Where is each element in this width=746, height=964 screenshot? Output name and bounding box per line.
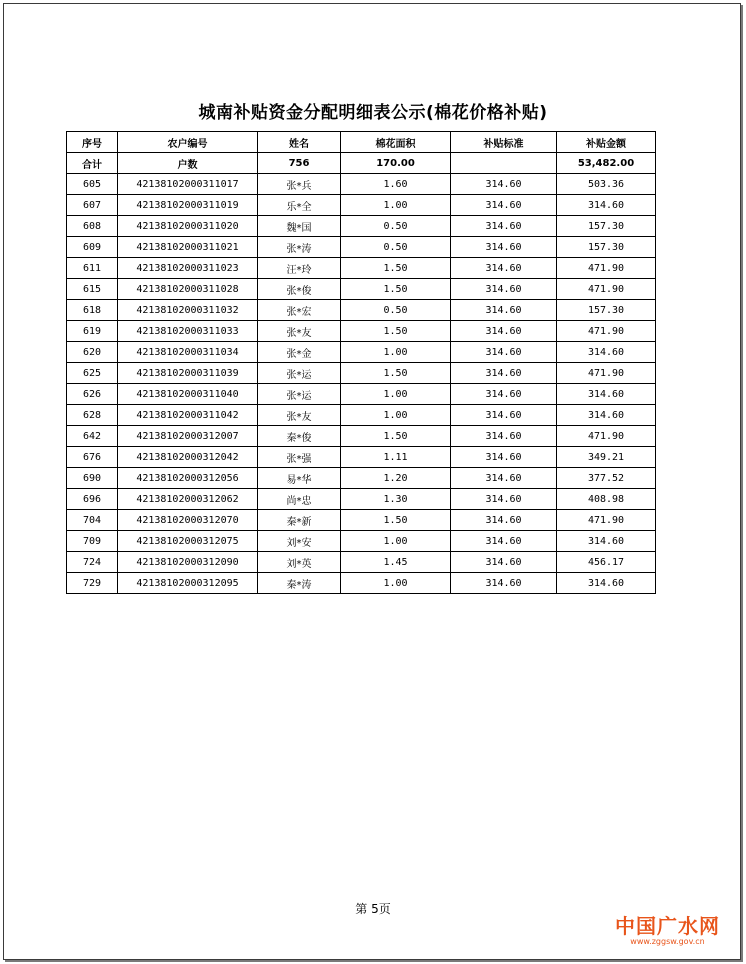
table-row [67, 531, 656, 552]
cell-rate: 314.60 [451, 573, 557, 594]
total-label: 合计 [67, 153, 118, 174]
cell-name: 张*运 [258, 363, 341, 384]
cell-serial: 625 [67, 363, 118, 384]
cell-serial: 605 [67, 174, 118, 195]
cell-serial: 609 [67, 237, 118, 258]
cell-amount: 408.98 [557, 489, 656, 510]
table-row [67, 552, 656, 573]
watermark-url: www.zggsw.gov.cn [630, 937, 705, 946]
cell-area: 1.50 [341, 426, 451, 447]
cell-rate: 314.60 [451, 321, 557, 342]
cell-serial: 607 [67, 195, 118, 216]
table-row [67, 321, 656, 342]
cell-name: 张*金 [258, 342, 341, 363]
cell-serial: 619 [67, 321, 118, 342]
cell-name: 秦*新 [258, 510, 341, 531]
cell-amount: 349.21 [557, 447, 656, 468]
cell-area: 0.50 [341, 237, 451, 258]
cell-name: 魏*国 [258, 216, 341, 237]
cell-area: 1.20 [341, 468, 451, 489]
cell-serial: 724 [67, 552, 118, 573]
cell-name: 张*友 [258, 321, 341, 342]
cell-name: 张*友 [258, 405, 341, 426]
cell-farmer-id: 42138102000311039 [118, 363, 258, 384]
cell-serial: 608 [67, 216, 118, 237]
total-row [67, 153, 656, 174]
cell-name: 秦*涛 [258, 573, 341, 594]
cell-area: 1.30 [341, 489, 451, 510]
table-row [67, 195, 656, 216]
cell-farmer-id: 42138102000311023 [118, 258, 258, 279]
table-row [67, 468, 656, 489]
cell-rate: 314.60 [451, 405, 557, 426]
cell-name: 张*俊 [258, 279, 341, 300]
cell-amount: 314.60 [557, 405, 656, 426]
header-subsidy-amount: 补贴金额 [557, 132, 656, 153]
cell-name: 张*强 [258, 447, 341, 468]
total-area: 170.00 [341, 153, 451, 174]
cell-area: 1.50 [341, 279, 451, 300]
cell-name: 汪*玲 [258, 258, 341, 279]
site-watermark [615, 910, 720, 946]
cell-rate: 314.60 [451, 468, 557, 489]
cell-name: 张*运 [258, 384, 341, 405]
cell-farmer-id: 42138102000311033 [118, 321, 258, 342]
cell-amount: 471.90 [557, 321, 656, 342]
cell-farmer-id: 42138102000311021 [118, 237, 258, 258]
cell-rate: 314.60 [451, 426, 557, 447]
total-households: 756 [258, 153, 341, 174]
cell-farmer-id: 42138102000311034 [118, 342, 258, 363]
cell-farmer-id: 42138102000311032 [118, 300, 258, 321]
cell-serial: 611 [67, 258, 118, 279]
table-row [67, 342, 656, 363]
cell-rate: 314.60 [451, 174, 557, 195]
table-row [67, 300, 656, 321]
cell-farmer-id: 42138102000311017 [118, 174, 258, 195]
cell-rate: 314.60 [451, 342, 557, 363]
cell-serial: 628 [67, 405, 118, 426]
cell-rate: 314.60 [451, 447, 557, 468]
cell-amount: 471.90 [557, 426, 656, 447]
cell-rate: 314.60 [451, 258, 557, 279]
cell-area: 1.00 [341, 573, 451, 594]
cell-rate: 314.60 [451, 300, 557, 321]
cell-name: 张*宏 [258, 300, 341, 321]
table-row [67, 174, 656, 195]
header-row [67, 132, 656, 153]
cell-name: 刘*英 [258, 552, 341, 573]
cell-rate: 314.60 [451, 489, 557, 510]
cell-area: 1.00 [341, 195, 451, 216]
total-rate [451, 153, 557, 174]
cell-rate: 314.60 [451, 531, 557, 552]
table-row [67, 237, 656, 258]
cell-serial: 620 [67, 342, 118, 363]
cell-area: 1.60 [341, 174, 451, 195]
cell-area: 1.50 [341, 258, 451, 279]
table-row [67, 573, 656, 594]
cell-farmer-id: 42138102000311042 [118, 405, 258, 426]
cell-farmer-id: 42138102000312056 [118, 468, 258, 489]
cell-amount: 471.90 [557, 363, 656, 384]
cell-area: 0.50 [341, 300, 451, 321]
cell-amount: 157.30 [557, 300, 656, 321]
cell-farmer-id: 42138102000311040 [118, 384, 258, 405]
table-row [67, 216, 656, 237]
cell-amount: 471.90 [557, 258, 656, 279]
cell-area: 0.50 [341, 216, 451, 237]
cell-name: 易*华 [258, 468, 341, 489]
cell-farmer-id: 42138102000312095 [118, 573, 258, 594]
cell-rate: 314.60 [451, 279, 557, 300]
header-serial: 序号 [67, 132, 118, 153]
cell-rate: 314.60 [451, 510, 557, 531]
cell-farmer-id: 42138102000311019 [118, 195, 258, 216]
cell-farmer-id: 42138102000312075 [118, 531, 258, 552]
table-row [67, 279, 656, 300]
table-row [67, 363, 656, 384]
cell-serial: 618 [67, 300, 118, 321]
cell-serial: 709 [67, 531, 118, 552]
cell-rate: 314.60 [451, 237, 557, 258]
cell-serial: 626 [67, 384, 118, 405]
cell-farmer-id: 42138102000312070 [118, 510, 258, 531]
cell-rate: 314.60 [451, 216, 557, 237]
cell-amount: 503.36 [557, 174, 656, 195]
cell-amount: 471.90 [557, 510, 656, 531]
total-amount: 53,482.00 [557, 153, 656, 174]
cell-rate: 314.60 [451, 384, 557, 405]
cell-name: 秦*俊 [258, 426, 341, 447]
cell-rate: 314.60 [451, 363, 557, 384]
cell-serial: 642 [67, 426, 118, 447]
cell-area: 1.00 [341, 384, 451, 405]
cell-farmer-id: 42138102000311020 [118, 216, 258, 237]
cell-area: 1.50 [341, 321, 451, 342]
cell-amount: 314.60 [557, 573, 656, 594]
table-row [67, 510, 656, 531]
cell-serial: 615 [67, 279, 118, 300]
table-row [67, 447, 656, 468]
cell-serial: 729 [67, 573, 118, 594]
table-row [67, 489, 656, 510]
cell-area: 1.11 [341, 447, 451, 468]
table-row [67, 258, 656, 279]
cell-farmer-id: 42138102000312062 [118, 489, 258, 510]
table-row [67, 384, 656, 405]
cell-name: 张*涛 [258, 237, 341, 258]
cell-rate: 314.60 [451, 195, 557, 216]
cell-farmer-id: 42138102000311028 [118, 279, 258, 300]
total-households-label: 户数 [118, 153, 258, 174]
cell-serial: 676 [67, 447, 118, 468]
cell-area: 1.00 [341, 342, 451, 363]
cell-area: 1.00 [341, 531, 451, 552]
cell-serial: 690 [67, 468, 118, 489]
cell-amount: 377.52 [557, 468, 656, 489]
cell-amount: 314.60 [557, 384, 656, 405]
cell-name: 刘*安 [258, 531, 341, 552]
cell-farmer-id: 42138102000312007 [118, 426, 258, 447]
header-cotton-area: 棉花面积 [341, 132, 451, 153]
cell-area: 1.45 [341, 552, 451, 573]
cell-serial: 696 [67, 489, 118, 510]
cell-name: 尚*忠 [258, 489, 341, 510]
cell-area: 1.50 [341, 510, 451, 531]
cell-amount: 157.30 [557, 237, 656, 258]
cell-rate: 314.60 [451, 552, 557, 573]
header-subsidy-rate: 补贴标准 [451, 132, 557, 153]
cell-area: 1.50 [341, 363, 451, 384]
cell-amount: 471.90 [557, 279, 656, 300]
table-row [67, 426, 656, 447]
cell-amount: 157.30 [557, 216, 656, 237]
document-title: 城南补贴资金分配明细表公示(棉花价格补贴) [198, 103, 548, 123]
cell-farmer-id: 42138102000312090 [118, 552, 258, 573]
table-row [67, 405, 656, 426]
cell-name: 张*兵 [258, 174, 341, 195]
header-farmer-id: 农户编号 [118, 132, 258, 153]
cell-farmer-id: 42138102000312042 [118, 447, 258, 468]
cell-amount: 456.17 [557, 552, 656, 573]
cell-amount: 314.60 [557, 195, 656, 216]
watermark-logo-text: 中国广水网 [615, 914, 720, 938]
cell-serial: 704 [67, 510, 118, 531]
subsidy-table [66, 131, 656, 594]
cell-name: 乐*全 [258, 195, 341, 216]
cell-area: 1.00 [341, 405, 451, 426]
cell-amount: 314.60 [557, 531, 656, 552]
header-name: 姓名 [258, 132, 341, 153]
page-number: 第 5页 [355, 902, 391, 916]
cell-amount: 314.60 [557, 342, 656, 363]
